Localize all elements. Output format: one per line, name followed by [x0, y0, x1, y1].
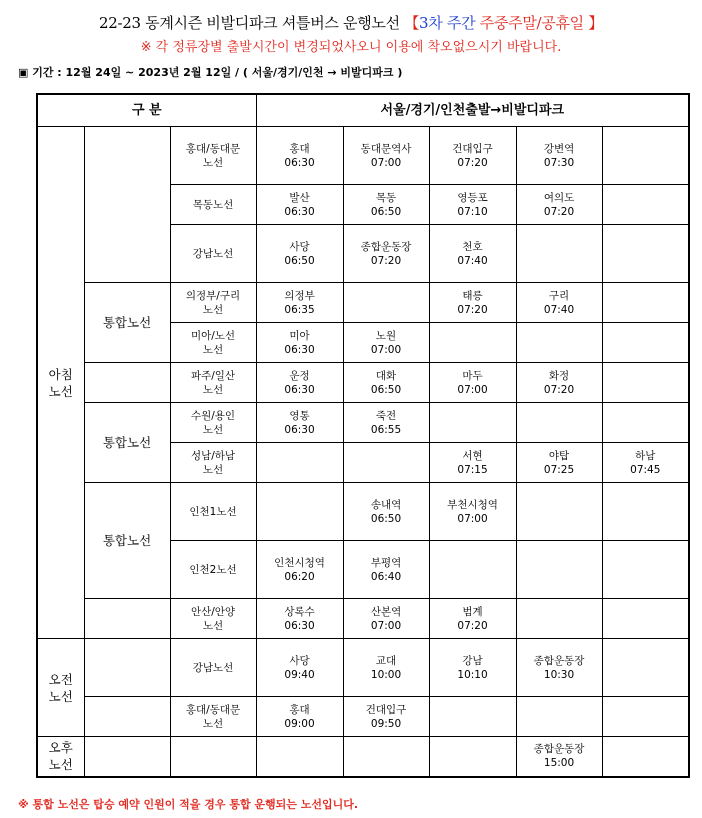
stop-cell: 강변역 07:30 [516, 127, 602, 185]
table-row [37, 127, 689, 185]
stop-cell: 부천시청역 07:00 [429, 483, 516, 541]
stop-cell: 마두 07:00 [429, 363, 516, 403]
stop-cell [516, 599, 602, 639]
table-row [37, 697, 689, 737]
header-route: 서울/경기/인천출발→비발디파크 [256, 94, 689, 127]
stop-cell: 영등포 07:10 [429, 185, 516, 225]
stop-cell [256, 483, 343, 541]
stop-cell: 서현 07:15 [429, 443, 516, 483]
stop-cell: 홍대 06:30 [256, 127, 343, 185]
stop-cell [602, 185, 689, 225]
stop-cell: 동대문역사 07:00 [343, 127, 429, 185]
group-blank [84, 127, 170, 283]
stop-cell: 상록수 06:30 [256, 599, 343, 639]
stop-cell: 목동 06:50 [343, 185, 429, 225]
group-blank [84, 639, 170, 697]
stop-cell [256, 443, 343, 483]
stop-cell [429, 697, 516, 737]
stop-cell: 사당 06:50 [256, 225, 343, 283]
stop-cell [429, 737, 516, 777]
route-cell: 강남노선 [170, 639, 256, 697]
stop-cell [343, 737, 429, 777]
table-row [37, 403, 689, 443]
stop-cell: 교대 10:00 [343, 639, 429, 697]
route-cell: 미아/노선 노선 [170, 323, 256, 363]
group-integrated-3: 통합노선 [84, 483, 170, 599]
group-blank [84, 737, 170, 777]
stop-cell: 영통 06:30 [256, 403, 343, 443]
route-cell: 인천1노선 [170, 483, 256, 541]
route-cell: 수원/용인 노선 [170, 403, 256, 443]
stop-cell: 건대입구 07:20 [429, 127, 516, 185]
stop-cell [516, 225, 602, 283]
route-cell: 홍대/동대문 노선 [170, 697, 256, 737]
stop-cell [343, 283, 429, 323]
stop-cell [602, 225, 689, 283]
stop-cell: 운정 06:30 [256, 363, 343, 403]
route-cell: 강남노선 [170, 225, 256, 283]
stop-cell [602, 541, 689, 599]
stop-cell [602, 483, 689, 541]
stop-cell [516, 697, 602, 737]
footer-note: ※ 통합 노선은 탑승 예약 인원이 적을 경우 통합 운행되는 노선입니다. [18, 798, 359, 811]
group-blank [84, 697, 170, 737]
group-morning: 아침 노선 [37, 127, 84, 639]
table-row [37, 363, 689, 403]
stop-cell: 홍대 09:00 [256, 697, 343, 737]
table-row [37, 599, 689, 639]
stop-cell [602, 323, 689, 363]
group-blank [84, 599, 170, 639]
stop-cell: 죽전 06:55 [343, 403, 429, 443]
stop-cell: 미아 06:30 [256, 323, 343, 363]
group-integrated-2: 통합노선 [84, 403, 170, 483]
notice-text: ※ 각 정류장별 출발시간이 변경되었사오니 이용에 착오없으시기 바랍니다. [140, 40, 562, 55]
route-cell [170, 737, 256, 777]
table-row [37, 283, 689, 323]
stop-cell: 사당 09:40 [256, 639, 343, 697]
stop-cell: 범계 07:20 [429, 599, 516, 639]
title-bracket-open: 【 [404, 14, 419, 32]
table-row [37, 483, 689, 541]
stop-cell: 종합운동장 15:00 [516, 737, 602, 777]
stop-cell: 산본역 07:00 [343, 599, 429, 639]
stop-cell [516, 403, 602, 443]
stop-cell [602, 363, 689, 403]
stop-cell [429, 541, 516, 599]
stop-cell: 발산 06:30 [256, 185, 343, 225]
stop-cell: 태릉 07:20 [429, 283, 516, 323]
route-cell: 인천2노선 [170, 541, 256, 599]
stop-cell: 의정부 06:35 [256, 283, 343, 323]
stop-cell [429, 323, 516, 363]
stop-cell [343, 443, 429, 483]
stop-cell: 건대입구 09:50 [343, 697, 429, 737]
stop-cell [429, 403, 516, 443]
stop-cell [256, 737, 343, 777]
stop-cell [516, 323, 602, 363]
stop-cell [602, 697, 689, 737]
header-row [37, 94, 689, 127]
stop-cell: 대화 06:50 [343, 363, 429, 403]
stop-cell: 송내역 06:50 [343, 483, 429, 541]
table-row [37, 737, 689, 777]
title-main: 22-23 동계시즌 비발디파크 셔틀버스 운행노선 [98, 14, 400, 32]
stop-cell: 부평역 06:40 [343, 541, 429, 599]
group-integrated-1: 통합노선 [84, 283, 170, 363]
stop-cell: 인천시청역 06:20 [256, 541, 343, 599]
period-text: ▣ 기간 : 12월 24일 ~ 2023년 2월 12일 / ( 서울/경기/인천 → 비발디파크 ) [18, 66, 403, 79]
route-cell: 성남/하남 노선 [170, 443, 256, 483]
group-afternoon: 오후 노선 [37, 737, 84, 777]
route-cell: 홍대/동대문 노선 [170, 127, 256, 185]
stop-cell [602, 127, 689, 185]
stop-cell [602, 737, 689, 777]
route-cell: 파주/일산 노선 [170, 363, 256, 403]
stop-cell [516, 541, 602, 599]
stop-cell [516, 483, 602, 541]
route-cell: 의정부/구리 노선 [170, 283, 256, 323]
stop-cell: 구리 07:40 [516, 283, 602, 323]
page-title [0, 12, 702, 33]
route-cell: 안산/안양 노선 [170, 599, 256, 639]
route-cell: 목동노선 [170, 185, 256, 225]
stop-cell: 여의도 07:20 [516, 185, 602, 225]
header-category: 구 분 [37, 94, 256, 127]
stop-cell: 천호 07:40 [429, 225, 516, 283]
title-week: 3차 주간 [419, 14, 476, 32]
stop-cell: 강남 10:10 [429, 639, 516, 697]
stop-cell [602, 403, 689, 443]
stop-cell: 야탑 07:25 [516, 443, 602, 483]
stop-cell [602, 599, 689, 639]
schedule-table [36, 93, 690, 778]
stop-cell: 하남 07:45 [602, 443, 689, 483]
title-bracket-close: 】 [588, 14, 604, 32]
stop-cell: 노원 07:00 [343, 323, 429, 363]
stop-cell: 종합운동장 07:20 [343, 225, 429, 283]
stop-cell: 종합운동장 10:30 [516, 639, 602, 697]
stop-cell [602, 639, 689, 697]
group-forenoon: 오전 노선 [37, 639, 84, 737]
group-blank [84, 363, 170, 403]
stop-cell: 화정 07:20 [516, 363, 602, 403]
stop-cell [602, 283, 689, 323]
table-row [37, 639, 689, 697]
title-days: 주중주말/공휴일 [479, 14, 584, 32]
